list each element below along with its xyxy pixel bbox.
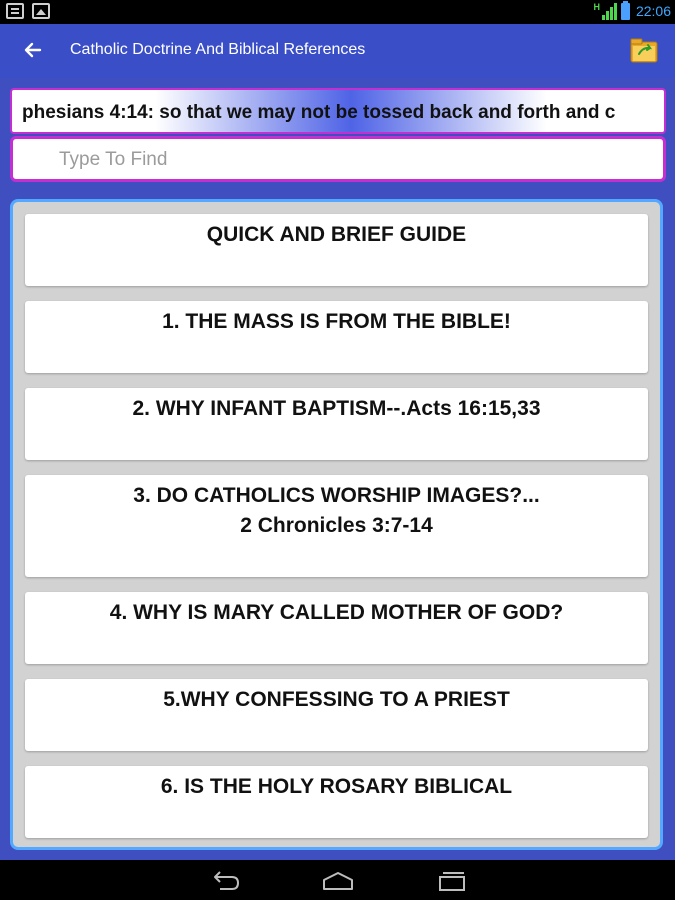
clock: 22:06 bbox=[635, 3, 671, 19]
list-item-label: 6. IS THE HOLY ROSARY BIBLICAL bbox=[160, 775, 513, 798]
list-item-label: 3. DO CATHOLICS WORSHIP IMAGES?... 2 Chronicles 3:7-14 bbox=[133, 484, 540, 537]
status-bar bbox=[0, 0, 675, 24]
wifi-icon bbox=[6, 3, 24, 19]
search-input[interactable] bbox=[59, 148, 639, 172]
list-item[interactable] bbox=[25, 301, 648, 373]
action-bar bbox=[0, 24, 675, 78]
folder-icon[interactable] bbox=[630, 36, 658, 64]
verse-ticker bbox=[10, 88, 666, 134]
app-title: Catholic Doctrine And Biblical References bbox=[70, 41, 366, 58]
back-nav-icon[interactable] bbox=[210, 868, 242, 892]
list-item[interactable] bbox=[25, 592, 648, 664]
network-type: H bbox=[593, 2, 600, 12]
list-item[interactable] bbox=[25, 214, 648, 286]
recents-nav-icon[interactable] bbox=[436, 868, 468, 892]
list-item-label: 1. THE MASS IS FROM THE BIBLE! bbox=[162, 310, 511, 333]
list-item[interactable] bbox=[25, 475, 648, 577]
battery-icon bbox=[621, 3, 630, 20]
home-nav-icon[interactable] bbox=[320, 868, 356, 892]
list-item[interactable] bbox=[25, 766, 648, 838]
list-item-label: 4. WHY IS MARY CALLED MOTHER OF GOD? bbox=[109, 601, 564, 624]
notification-icons bbox=[6, 3, 50, 19]
signal-icon bbox=[593, 2, 617, 20]
list-item[interactable] bbox=[25, 388, 648, 460]
topic-list bbox=[10, 199, 663, 850]
list-item-label: 5.WHY CONFESSING TO A PRIEST bbox=[163, 688, 510, 711]
system-icons bbox=[593, 2, 671, 20]
ticker-text: phesians 4:14: so that we may not be tossed back and forth and c bbox=[22, 102, 616, 123]
list-item[interactable] bbox=[25, 679, 648, 751]
image-icon bbox=[32, 3, 50, 19]
list-item-label: QUICK AND BRIEF GUIDE bbox=[206, 223, 467, 246]
back-arrow-icon[interactable] bbox=[22, 39, 44, 61]
navigation-bar bbox=[0, 860, 675, 900]
list-item-label: 2. WHY INFANT BAPTISM--.Acts 16:15,33 bbox=[132, 397, 541, 420]
search-field[interactable] bbox=[10, 136, 666, 182]
